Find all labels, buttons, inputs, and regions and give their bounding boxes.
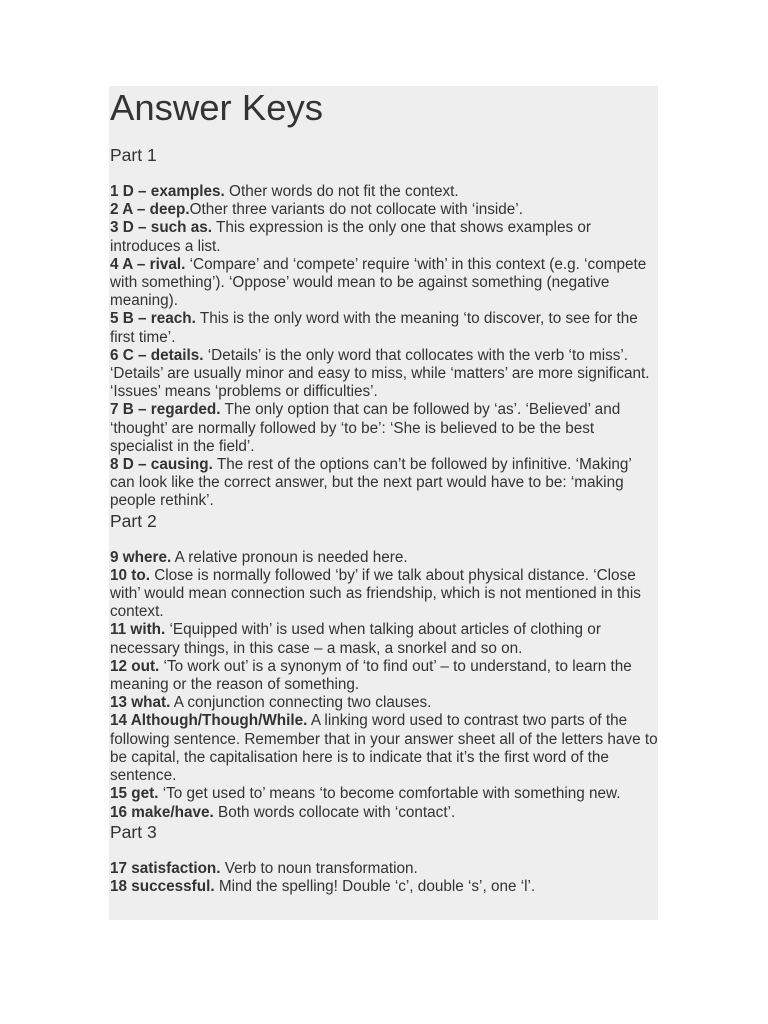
answer-key: 7 B – regarded.: [110, 401, 221, 419]
answer-item-2: [110, 201, 660, 219]
document-content: [110, 86, 660, 896]
answer-key: 2 A – deep.: [110, 201, 190, 219]
answer-key: 12 out.: [110, 657, 160, 675]
spacer: [110, 842, 660, 860]
answer-item-7: [110, 401, 660, 456]
answer-item-9: [110, 549, 660, 567]
answer-key: 17 satisfaction.: [110, 859, 221, 877]
answer-explanation: ‘To work out’ is a synonym of ‘to find out’ – to understand, to learn the meaning or the reason of something.: [110, 657, 632, 694]
answer-explanation: ‘Details’ is the only word that collocates with the verb ‘to miss’. ‘Details’ are usually minor and easy to miss, while ‘matters’ are more significant. ‘Issues’ means ‘problems or difficulties’.: [110, 346, 650, 401]
answer-explanation: Both words collocate with ‘contact’.: [213, 803, 456, 821]
answer-key: 10 to.: [110, 566, 150, 584]
answer-item-3: [110, 219, 660, 255]
answer-item-10: [110, 567, 660, 622]
answer-explanation: ‘Equipped with’ is used when talking about articles of clothing or necessary things, in this case – a mask, a snorkel and so on.: [110, 621, 601, 657]
answer-item-11: [110, 621, 660, 657]
answer-key: 5 B – reach.: [110, 310, 196, 328]
answer-explanation: Other three variants do not collocate with ‘inside’.: [189, 201, 523, 219]
answer-item-1: [110, 183, 660, 201]
answer-item-6: [110, 347, 660, 402]
answer-key: 16 make/have.: [110, 803, 214, 821]
answer-key: 9 where.: [110, 548, 172, 566]
answer-explanation: Mind the spelling! Double ‘c’, double ‘s’, one ‘l’.: [214, 877, 536, 895]
answer-key: 14 Although/Though/While.: [110, 712, 308, 730]
answer-item-12: [110, 658, 660, 694]
part-2-heading: Part 2: [110, 510, 157, 531]
answer-item-14: [110, 712, 660, 785]
answer-item-13: [110, 694, 660, 712]
answer-explanation: This is the only word with the meaning ‘to discover, to see for the first time’.: [110, 310, 638, 346]
answer-item-17: [110, 860, 660, 878]
spacer: [110, 165, 660, 183]
answer-key: 6 C – details.: [110, 346, 204, 364]
answer-explanation: Verb to noun transformation.: [220, 859, 418, 877]
answer-key: 15 get.: [110, 785, 159, 803]
answer-item-16: [110, 804, 660, 822]
answer-explanation: The only option that can be followed by ‘as’. ‘Believed’ and ‘thought’ are normally followed by ‘to be’: ‘She is believed to be the best specialist in the field’.: [110, 401, 621, 455]
answer-key: 8 D – causing.: [110, 456, 213, 474]
answer-explanation: A conjunction connecting two clauses.: [170, 694, 432, 712]
answer-explanation: The rest of the options can’t be followed by infinitive. ‘Making’ can look like the correct answer, but the next part would have to be: ‘making people rethink’.: [110, 456, 632, 510]
spacer: [110, 531, 660, 549]
answer-item-8: [110, 456, 660, 511]
answer-key: 13 what.: [110, 694, 171, 712]
answer-item-18: [110, 878, 660, 896]
answer-key: 18 successful.: [110, 877, 215, 895]
answer-explanation: A relative pronoun is needed here.: [171, 548, 408, 566]
answer-key: 11 with.: [110, 621, 166, 639]
answer-item-5: [110, 310, 660, 346]
answer-key: 3 D – such as.: [110, 219, 213, 237]
answer-explanation: ‘To get used to’ means ‘to become comfortable with something new.: [158, 785, 621, 803]
answer-explanation: Close is normally followed ‘by’ if we talk about physical distance. ‘Close with’ would mean connection such as friendship, which is not mentioned in this context.: [110, 566, 641, 621]
answer-item-4: [110, 256, 660, 311]
answer-explanation: This expression is the only one that shows examples or introduces a list.: [110, 219, 591, 255]
answer-item-15: [110, 785, 660, 803]
page-title: Answer Keys: [110, 87, 323, 128]
answer-explanation: A linking word used to contrast two parts of the following sentence. Remember that in your answer sheet all of the letters have to be capital, the capitalisation here is to indicate that it’s the first word of the sentence.: [110, 712, 658, 785]
part-1-heading: Part 1: [110, 145, 157, 165]
answer-key: 4 A – rival.: [110, 255, 186, 273]
answer-key: 1 D – examples.: [110, 183, 225, 200]
answer-explanation: ‘Compare’ and ‘compete’ require ‘with’ in this context (e.g. ‘compete with something’). ‘Oppose’ would mean to be against something (negative meaning).: [110, 255, 647, 310]
part-3-heading: Part 3: [110, 821, 157, 842]
answer-explanation: Other words do not fit the context.: [224, 183, 459, 200]
